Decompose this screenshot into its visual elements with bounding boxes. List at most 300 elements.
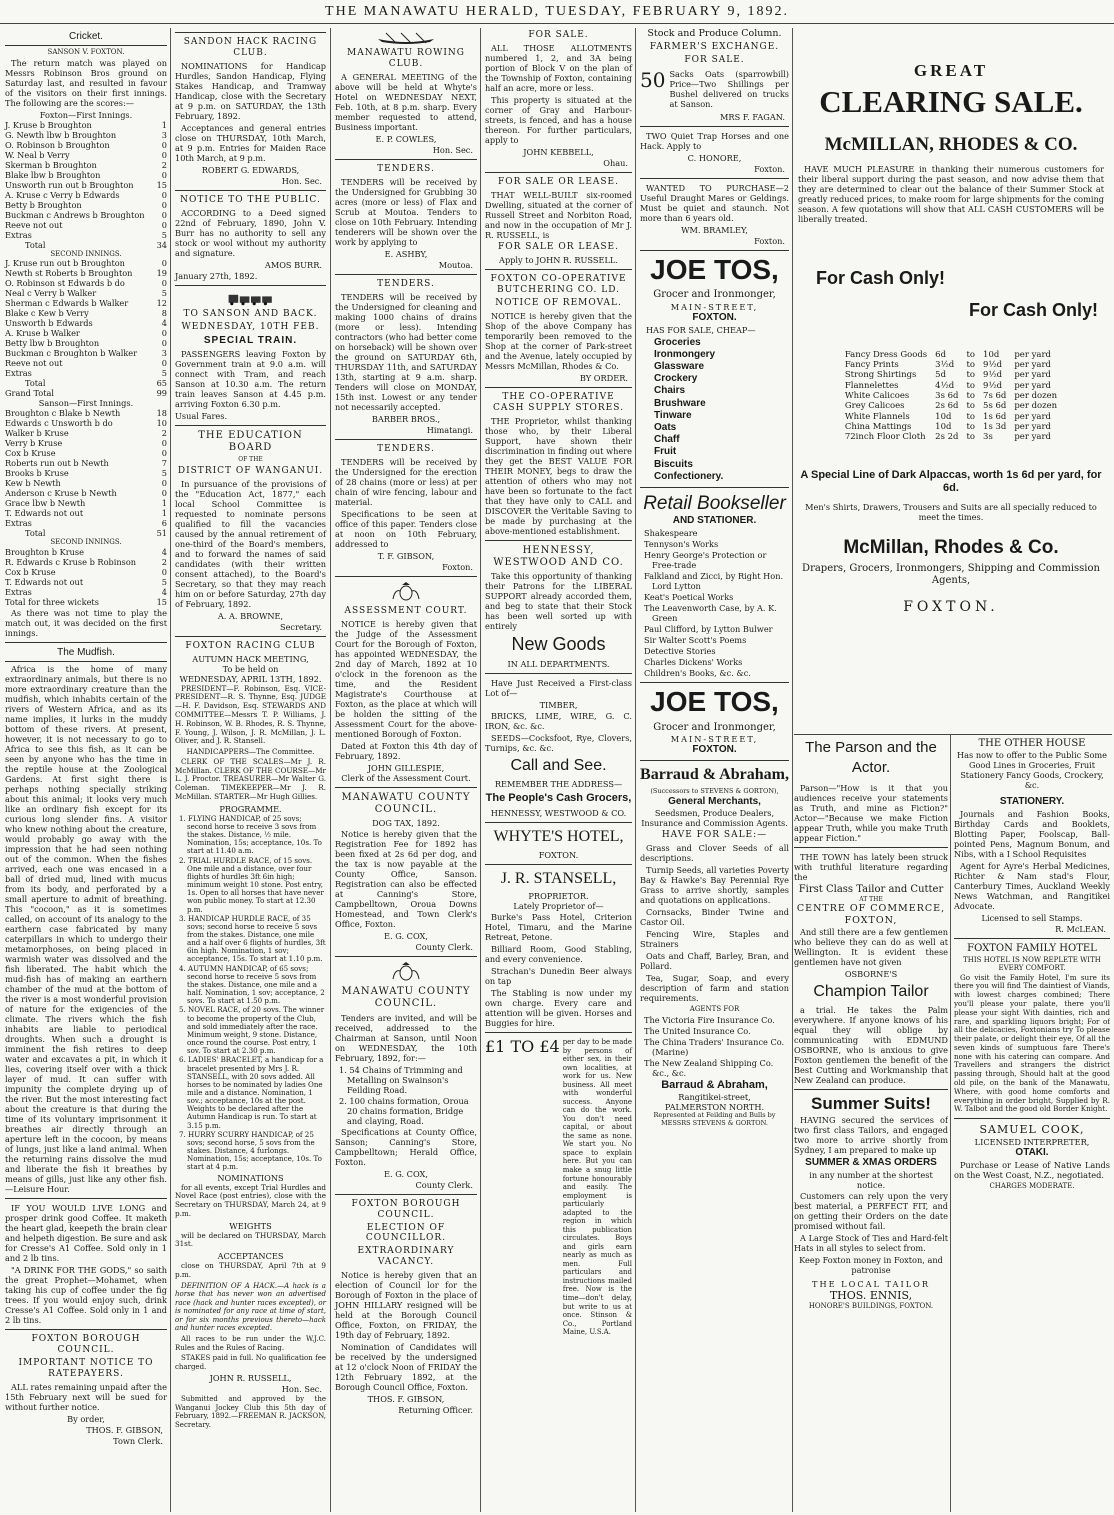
allotments-signature: JOHN KEBBELL, [523, 146, 594, 157]
score-row [5, 358, 167, 368]
price-cell: to [966, 432, 976, 443]
programme-item: 6. LADIES' BRACELET, a handicap for a bracelet presented by Mrs J. R. STANSELL, with 20 sovs added. All horses to be nominated by ladies One mile and a distance. Nomination, 1 sov.; acceptance, 10s at the post. Weights to be declared after the Autumn Handicap is run. To start at 3.15 p.m. [179, 1055, 324, 1130]
election-role: Returning Officer. [398, 1405, 473, 1416]
work-ad [485, 1037, 632, 1339]
gentlemen-text: And still there are a few gentlemen who believe they can do as well at Wellington. It is evident these gentlemen have not given [794, 927, 948, 968]
player-score: 0 [161, 478, 167, 489]
barraud-have-sale: HAVE FOR SALE:— [661, 830, 768, 841]
book-item: Paul Clifford, by Lytton Bulwer [644, 624, 773, 635]
price-cell: 7s 6d [983, 391, 1007, 402]
allotments-text: ALL THOSE ALLOTMENTS numbered 1, 2, and 3A being portion of Block V on the plan of the Township of Foxton, containing half an acre, more or less. [485, 42, 632, 93]
tenders-text: Specifications to be seen at office of this paper. Tenders close at noon on 10th February, addressed to [335, 508, 477, 549]
player-name: Newth st Roberts b Broughton [5, 268, 133, 279]
summer-suits: Summer Suits! [811, 1093, 931, 1113]
price-cell: Strong Shirtings [844, 370, 917, 381]
price-cell: to [966, 380, 976, 391]
score-row [5, 498, 167, 508]
price-cell: 1s 6d [983, 411, 1007, 422]
weights-text: will be declared on THURSDAY, March 31st. [175, 1230, 326, 1249]
score-row [5, 448, 167, 458]
innings-list [5, 120, 167, 240]
programme-item: 3. HANDICAP HURDLE RACE, of 35 sovs; second horse to receive 5 sovs from the stakes. Distance, one mile and a half over 6 flights of hurdles, 3ft 6in high. Nomination, 1 sov; acceptance, 15s. To start at 1.10 p.m. [179, 913, 326, 964]
player-score: 2 [161, 428, 167, 439]
player-score: 10 [156, 418, 167, 429]
barraud-oats: Oats and Chaff, Barley, Bran, and Pollard. [640, 951, 789, 972]
for-sale-title: FOR SALE. [528, 30, 589, 40]
rowing-role: Hon. Sec. [432, 144, 473, 155]
ennis-name: THOS. ENNIS, [829, 1288, 913, 1302]
sanson-back-title: TO SANSON AND BACK. [183, 308, 318, 319]
barraud-title: Barraud & Abraham, [640, 766, 789, 784]
price-cell: per yard [1014, 359, 1051, 370]
agent-item: The Victoria Fire Insurance Co. [644, 1014, 775, 1025]
education-signature: A. A. BROWNE, [217, 610, 284, 621]
score-row [5, 348, 167, 358]
assessment-text: NOTICE is hereby given that the Judge of the Assessment Court for the Borough of Foxton, has appointed WEDNESDAY, the 2nd day of March, 1892 at 10 o'clock in the forenoon as the time, and the Resident Magistrate's Courthouse at Foxton, as the place at which will be holden the sitting of the Assessment Court for the above-mentioned Borough of Foxton. [335, 618, 477, 739]
new-goods: New Goods [511, 634, 606, 655]
tenders-place: Himatangi. [426, 424, 473, 435]
oats-text: Sacks Oats (sparrowbill) Price—Two Shillings per Bushel delivered on trucks at Sanson. [669, 68, 789, 109]
price-cell: Fancy Prints [844, 359, 899, 370]
purchase-text: Purchase or Lease of Native Lands on the West Coast, N.Z., negotiated. [954, 1159, 1110, 1180]
removal-order: BY ORDER. [579, 372, 628, 383]
acceptances-text: close on THURSDAY, April 7th at 9 p.m. [175, 1261, 326, 1279]
player-name: A. Kruse c Verry b Edwards [5, 189, 120, 200]
innings-heading: SECOND INNINGS. [50, 249, 122, 258]
player-score: 0 [161, 438, 167, 449]
score-row [5, 418, 167, 428]
joe-tos-sale: HAS FOR SALE, CHEAP— [646, 324, 756, 335]
election-title: ELECTION OF COUNCILLOR. [365, 1222, 447, 1244]
column-2 [172, 28, 329, 1512]
divider [794, 847, 948, 848]
player-score: 0 [161, 139, 167, 150]
player-name: J. Kruse b Broughton [5, 119, 92, 130]
divider [640, 760, 789, 761]
borough-subtitle: IMPORTANT NOTICE TO RATEPAYERS. [18, 1357, 154, 1379]
divider [485, 269, 632, 270]
player-score: 0 [161, 199, 167, 210]
price-cell: 9½d [983, 370, 1003, 381]
racing-role: Hon. Sec. [281, 1384, 322, 1395]
column-3 [332, 28, 480, 1512]
other-house-text: Has now to offer to the Public Some Good Lines in Groceries, Fruit Stationery Fancy Goods, Crockery, &c. [957, 750, 1107, 791]
price-cell: Fancy Dress Goods [844, 349, 928, 360]
county-council-title: MANAWATU COUNTY COUNCIL. [341, 791, 471, 815]
price-cell: 3s 6d [935, 391, 959, 402]
clearing-sale-ad [794, 28, 1108, 733]
for-cash-only: For Cash Only! [816, 267, 946, 288]
shortest-notice: in any number at the shortest notice. [809, 1169, 933, 1190]
removal-text: NOTICE is hereby given that the Shop of the above Company has temporarily been removed to the Shop at the corner of Park-street and the Avenue, lately occupied by Messrs McMillan, Rhodes & Co. [485, 310, 632, 371]
nominations-text: for all events, except Trial Hurdles and Novel Race (post entries), close with the Secretary on THURSDAY, March 24, at 9 p.m. [175, 1182, 326, 1218]
price-cell: 2s 2d [935, 432, 959, 443]
player-score: 0 [161, 278, 167, 289]
divider [175, 425, 326, 426]
goods-item: Glassware [654, 361, 705, 373]
cricket-intro: The return match was played on Messrs Robinson Bros ground on Saturday last, and resulted in favour of the visitors on their first innings. The following are the scores:— [5, 57, 167, 108]
agent-item: The New Zealand Shipping Co. &c., &c. [644, 1057, 774, 1078]
score-row [5, 140, 167, 150]
borough-order: By order, [67, 1413, 105, 1424]
player-name: Blake c Kew b Verry [5, 308, 89, 319]
price-cell: 9½d [983, 359, 1003, 370]
remember-address: REMEMBER THE ADDRESS— [494, 778, 623, 789]
programme-list [175, 815, 326, 1172]
column-4 [482, 28, 635, 1512]
price-row [841, 381, 1061, 391]
agent-item: The United Insurance Co. [644, 1025, 751, 1036]
oats-quantity: 50 [640, 67, 666, 92]
player-score: 5 [161, 576, 167, 587]
player-name: G. Newth lbw b Broughton [5, 129, 117, 140]
price-row [841, 350, 1061, 360]
score-row [5, 508, 167, 518]
racing-handicappers: HANDICAPPERS—The Committee. [186, 747, 315, 757]
borough-role: Town Clerk. [113, 1435, 163, 1446]
column-rule [792, 28, 793, 1512]
innings-list [5, 547, 167, 597]
player-name: O. Robinson st Edwards b do [5, 278, 125, 289]
score-row [5, 298, 167, 308]
hennessy-title: HENNESSY, WESTWOOD AND CO. [493, 544, 624, 568]
goods-item: Chaff [654, 434, 680, 446]
hack-definition: DEFINITION OF A HACK.—A hack is a horse that has never won an advertised race (hack and hunter races excepted), or is nominated for any race at time of start, or for six months previous thereto—hack and hunter races excepted. [175, 1281, 326, 1333]
divider [485, 864, 632, 865]
divider [5, 642, 167, 643]
mens-line: Men's Shirts, Drawers, Trousers and Suits are all specially reduced to meet the times. [805, 501, 1097, 522]
book-item: Tennyson's Works [644, 539, 719, 550]
vacancy-title: EXTRAORDINARY VACANCY. [357, 1246, 455, 1268]
player-score: 8 [161, 308, 167, 319]
price-cell: 1s 3d [983, 422, 1007, 433]
for-cash-only: For Cash Only! [968, 299, 1098, 320]
coffee-ad: IF YOU WOULD LIVE LONG and prosper drink good Coffee. It maketh the heart glad, keepeth the brain clear and helpeth digestion. Be sure and ask for Cresse's A1 Coffee. Sold only in 1 and 2 lb tins. [5, 1202, 167, 1263]
player-name: J. Kruse run out b Broughton [5, 258, 125, 269]
player-score: 0 [161, 488, 167, 499]
programme-title: PROGRAMME. [219, 803, 282, 814]
barraud-successors: (Successors to STEVENS & GORTON), [650, 786, 779, 795]
customers-text: Customers can rely upon the very best material, a PERFECT FIT, and on getting their Orders on the date promised without fail. [794, 1190, 948, 1231]
tenders-text: TENDERS will be received by the Undersigned for cleaning and making 1000 chains of drains (more or less). Intending contractors (who had better come on horseback) will be shown over the ground on SATURDAY 6th, THURSDAY 11th, and SATURDAY 13th, starting at 9 a.m. sharp. Tenders will close on MONDAY, 15th inst. Lowest or any tender not necessarily accepted. [335, 291, 477, 412]
player-score: 1 [161, 498, 167, 509]
player-score: 1 [161, 119, 167, 130]
innings-list [5, 408, 167, 528]
player-name: A. Kruse b Walker [5, 328, 80, 339]
price-table [841, 350, 1061, 443]
barraud-grass: Grass and Clover Seeds of all descriptions. [640, 843, 789, 864]
player-name: W. Neal b Verry [5, 149, 70, 160]
player-score: 4 [161, 586, 167, 597]
player-score: 5 [161, 368, 167, 379]
rowing-title: MANAWATU ROWING CLUB. [346, 48, 465, 69]
column-6b [954, 738, 1110, 1508]
family-hotel-text: Go visit the Family Hotel, I'm sure its there you will find The daintiest of Viands, with lowest charges combined; There you'll please your palate, there you'll please your sight With dainties, rich and rare, and sparkling liquors bright; For of all the delicacies, Foxtonians try To please their palate, or delight their eye, Of all the seven kinds of sumptuous fare There's none with his catering can compare. And Travellers and strangers the district passing through, Should halt at the good old pile, on the bank of the Manawatu, Where, with good home comforts and everything in order bright, Supplied by R. W. Talbot and the good old Border Knight. [954, 972, 1110, 1114]
player-score: 0 [161, 328, 167, 339]
price-row [841, 370, 1061, 380]
clearing-title: CLEARING SALE. [819, 83, 1083, 119]
player-name: Cox b Kruse [5, 448, 56, 459]
horses-place: Foxton. [754, 163, 785, 174]
player-name: Betty b Broughton [5, 199, 82, 210]
mcmillan-trades: Drapers, Grocers, Ironmongers, Shipping and Commission Agents, [802, 562, 1100, 586]
divider [485, 172, 632, 173]
tenders-signature: T. F. GIBSON, [377, 550, 435, 561]
divider [640, 250, 789, 251]
innings-total: Total 51 [25, 528, 167, 539]
call-and-see: Call and See. [510, 757, 607, 775]
programme-item: 7. HURRY SCURRY HANDICAP, of 25 sovs; second horse, 5 sovs from the stakes. Distance, 4 furlongs. Nomination, 15s; acceptance, 10s. To start at 4 p.m. [179, 1129, 322, 1172]
barraud-cornsacks: Cornsacks, Binder Twine and Castor Oil. [640, 907, 789, 928]
player-score: 12 [156, 298, 167, 309]
mudfish-article: Africa is the home of many extraordinary animals, but there is no more extraordinary creature than the mudfish, which inhabits certain of the rivers of Western Africa, and as its name implies, it lurks in the muddy bottom of these rivers. At present, however, it is not necessary to go to Africa to see this fish, as it can be seen by anyone who has the time in the reptile house at the Zoological Gardens. At first sight there is perhaps nothing specially striking about this animal; it looks very much like an ordinary fish except for its curious long slender fins. A visitor who knew nothing about the creature, would probably go away with the impression that he had seen nothing out of the common. When the fishes arrived, each one was encased in a ball of dried mud, lined with mucus from its body, and perforated by a small aperture to admit of breathing. This "cocoon," as it is sometimes called, on account of its analogy to the earthern case fabricated by many caterpillars in which to undergo their metamorphoses, on being placed in warmish water was dissolved and the fish liberated. The habit which the mud-fish has of making an earthern chamber of the mud at the bottom of the river is a most wonderful provision of nature for the exigencies of the climate. The rivers which the fish inhabits are liable to periodical droughts. When such a drought is imminent the fish retires to deep water and excavates a pit, in which it lies, covering itself over with a thick layer of mud. It can suffer with impunity the complete drying up of the river. But the most interesting fact about the creature is that during the time of its voluntary imprisonment it breathes air directly through an aperture left in the cocoon, by means of lungs, just like a land animal. When the returning rains dissolve the mud and liberate the fish it breathes by means of gills, just like any other fish.—Leisure Hour. [5, 663, 167, 1194]
goods-item: Ironmongery [654, 348, 716, 360]
divider [794, 1089, 948, 1090]
racing-date: WEDNESDAY, APRIL 13TH, 1892. [179, 673, 322, 684]
town-text: THE TOWN has lately been struck with truthful literature regarding the [794, 851, 948, 882]
tenders-text: TENDERS will be received by the Undersigned for Grubbing 30 acres (more or less) of Flax and Scrub at Moutoa. Tenders to close on 10th February. Intending tenderers will be shown over the work by applying to [335, 176, 477, 247]
barraud-insurance: Insurance and Commission Agents. [641, 818, 788, 829]
score-row [5, 160, 167, 170]
price-cell: 3½d [935, 359, 955, 370]
player-name: Brooks b Kruse [5, 468, 69, 479]
score-row [5, 278, 167, 288]
score-row [5, 210, 167, 220]
player-name: Extras [5, 518, 32, 529]
score-row [5, 288, 167, 298]
player-score: 5 [161, 468, 167, 479]
election-text: Nomination of Candidates will be received by the undersigned at 12 o'clock Noon of FRIDAY the 12th February 1892, at the Borough Council Office, Foxton. [335, 1342, 477, 1393]
wanted-place: Foxton. [754, 235, 785, 246]
score-row [5, 368, 167, 378]
family-hotel-replete: THIS HOTEL IS NOW REPLETE WITH EVERY COMFORT. [963, 955, 1101, 973]
price-cell: to [966, 411, 976, 422]
borough-signature: THOS. F. GIBSON, [86, 1424, 163, 1435]
tenders-text: TENDERS will be received by the Undersigned for the erection of 28 chains (more or less) at per chain of wire fencing, labour and material. [335, 456, 477, 507]
other-house-title: THE OTHER HOUSE [978, 738, 1086, 749]
goods-item: Chairs [654, 385, 686, 397]
samuel-cook: SAMUEL COOK, [979, 1123, 1085, 1137]
player-name: Neal c Verry b Walker [5, 288, 97, 299]
book-item: Henry George's Protection or Free-trade [644, 550, 767, 571]
price-row [841, 391, 1061, 401]
score-row [5, 170, 167, 180]
score-row [5, 488, 167, 498]
player-score: 2 [161, 556, 167, 567]
price-cell: Flannelettes [844, 380, 899, 391]
great-title: GREAT [913, 61, 989, 80]
wanted-signature: WM. BRAMLEY, [681, 224, 748, 235]
player-name: Unsworth run out b Broughton [5, 179, 134, 190]
player-score: 3 [161, 129, 167, 140]
divider [954, 1118, 1110, 1119]
price-cell: per yard [1014, 380, 1051, 391]
divider [335, 274, 477, 275]
masthead: THE MANAWATU HERALD, TUESDAY, FEBRUARY 9, 1892. [0, 0, 1114, 24]
assessment-title: ASSESSMENT COURT. [344, 605, 468, 616]
score-row [5, 458, 167, 468]
player-name: Extras [5, 368, 32, 379]
goods-item: Oats [654, 422, 677, 433]
price-cell: White Calicoes [844, 391, 910, 402]
stamps-text: Licensed to sell Stamps. [981, 913, 1083, 924]
goods-item: Tinware [654, 409, 692, 421]
divider [640, 487, 789, 488]
price-cell: per yard [1014, 411, 1051, 422]
stansell-name: J. R. STANSELL, [500, 869, 617, 887]
programme-item: 1. FLYING HANDICAP, of 25 sovs; second horse to receive 3 sovs from the stakes. Distance, ½ mile. Nomination, 15s; acceptance, 10s. To start at 11.40 a.m. [179, 813, 322, 856]
score-row [5, 438, 167, 448]
barraud-tea: Tea, Sugar, Soap, and every description of farm and station requirements. [640, 973, 789, 1004]
royal-crest-icon [389, 961, 423, 983]
sanson-back-day: WEDNESDAY, 10TH FEB. [181, 321, 320, 332]
score-row [5, 408, 167, 418]
tender-item: 2. 100 chains formation, Oroua 20 chains formation, Bridge and claying, Road. [339, 1095, 469, 1126]
divider [485, 387, 632, 388]
player-score: 18 [156, 408, 167, 419]
county-tender-signature: E. G. COX, [384, 1168, 428, 1179]
sandon-role: Hon. Sec. [281, 175, 322, 186]
barraud-general: General Merchants, [668, 795, 761, 807]
goods-item: Groceries [654, 336, 701, 348]
player-score: 1 [161, 508, 167, 519]
goods-item: Biscuits [654, 458, 693, 470]
dog-tax-signature: E. G. COX, [384, 931, 428, 942]
book-item: Charles Dickens' Works [644, 657, 743, 668]
racing-held: To be held on [222, 663, 279, 674]
price-cell: to [966, 422, 976, 433]
allotments-text: This property is situated at the corner of Gray and Harbour-streets, is fenced, and has a house thereon. For further particulars, apply to [485, 94, 632, 145]
nominations-heading: NOMINATIONS [217, 1172, 284, 1183]
champion-tailor: Champion Tailor [813, 983, 929, 1001]
oats-ad [640, 68, 789, 111]
price-cell: 5d [935, 370, 947, 381]
divider [175, 636, 326, 637]
timber: TIMBER, [539, 700, 578, 711]
coffee-ad: "A DRINK FOR THE GODS," so saith the great Prophet—Mohamet, when taking his cup of coffee under the fig trees. If you would enjoy such, drink Cresse's A1 Coffee. Sold only in 1 and 2 lb tins. [5, 1264, 167, 1325]
divider [335, 787, 477, 788]
price-cell: to [966, 349, 976, 360]
butchering-title: FOXTON CO-OPERATIVE BUTCHERING CO. LD. [490, 273, 627, 295]
tenders-place: Moutoa. [438, 259, 473, 270]
tender-item: 1. 54 Chains of Trimming and Metalling on Swainson's Feilding Road. [339, 1064, 463, 1095]
billiard-text: Billiard Room, Good Stabling, and every convenience. [485, 944, 632, 965]
joe-tos-town: FOXTON. [692, 744, 737, 756]
score-row [5, 328, 167, 338]
foxton-label: FOXTON. [903, 598, 999, 615]
special-train-title: SPECIAL TRAIN. [203, 334, 298, 346]
joe-tos-title: JOE TOS, [650, 686, 779, 718]
centre-of-commerce: CENTRE OF COMMERCE, FOXTON, [796, 903, 946, 926]
score-row [5, 230, 167, 240]
price-cell: 10d [983, 349, 1000, 360]
tenders-title: TENDERS. [377, 443, 435, 454]
tenders-place: Foxton. [442, 561, 473, 572]
programme-item: 2. TRIAL HURDLE RACE, of 15 sovs. One mile and a distance, over four flights of hurdles 3ft 6in high; minimum weight 10 stone. Post entry, 1s. Open to all horses that have never won public money. To start at 12.30 p.m. [179, 855, 324, 914]
player-name: Buckman c Andrews b Broughton [5, 209, 145, 220]
price-cell: 2s 6d [935, 401, 959, 412]
at-the: AT THE [859, 895, 883, 903]
dog-tax-text: Notice is hereby given that the Registration Fee for 1892 has been fixed at 2s 6d per dog, and the tax is now payable at the County Office, Sanson. Registration can also be effected at Canning's Store, Campbelltown, Oroua Downs Homestead, and Town Clerk's Office, Foxton. [335, 829, 477, 930]
county-tender-role: County Clerk. [415, 1179, 473, 1190]
sandon-text: NOMINATIONS for Handicap Hurdles, Sandon Handicap, Flying Stakes Handicap, and Tramway Handicap, close with the Secretary at 9 p.m. on SATURDAY, the 13th February, 1892. [175, 60, 326, 121]
tenders-signature: E. ASHBY, [384, 248, 428, 259]
agent-item: The China Traders' Insurance Co. (Marine) [644, 1036, 785, 1057]
price-cell: 10d [935, 422, 952, 433]
column-rule [330, 28, 331, 1512]
player-score: 0 [161, 219, 167, 230]
dog-tax-role: County Clerk. [415, 942, 473, 953]
player-score: 5 [161, 229, 167, 240]
book-item: Sir Walter Scott's Poems [644, 635, 747, 646]
removal-title: NOTICE OF REMOVAL. [495, 297, 622, 308]
apply-russell: Apply to JOHN R. RUSSELL. [499, 254, 618, 265]
innings-heading: Sanson—First Innings. [38, 398, 134, 409]
racing-meeting: AUTUMN HACK MEETING, [192, 653, 309, 664]
stationery-text: Journals and Fashion Books, Birthday Cards and Booklets, Blotting Paper, Foolscap, Ball-pointed Pens, Magnum Bonum, and Nibs, with a I School Requisites [954, 809, 1110, 860]
mcmillan-text: HAVE MUCH PLEASURE in thanking their numerous customers for their liberal support during the past season, and now advise them that they are determined to clear out the balance of their Summer Stock at greatly reduced prices, to make room for large shipments for the coming season. A few quotations will show that ALL CASH CUSTOMERS will be liberally treated. [798, 163, 1104, 224]
player-name: T. Edwards not out [5, 508, 84, 519]
tenders-title: TENDERS. [377, 278, 435, 289]
price-cell: 5s 6d [983, 401, 1007, 412]
whytes-hotel: WHYTE'S HOTEL, [493, 828, 624, 845]
summer-text: HAVING secured the services of two first class Tailors, and engaged two more to arrive shortly from Sydney, I am prepared to make up [794, 1115, 948, 1156]
score-row [5, 518, 167, 528]
county-tender-list [335, 1065, 477, 1126]
player-name: O. Robinson b Broughton [5, 139, 110, 150]
joe-tos-street: MAIN-STREET, [670, 301, 759, 312]
player-name: T. Edwards not out [5, 576, 84, 587]
score-row [5, 268, 167, 278]
price-cell: per dozen [1014, 401, 1058, 412]
divider [175, 32, 326, 33]
score-row [5, 478, 167, 488]
price-cell: per yard [1014, 370, 1051, 381]
player-score: 5 [161, 288, 167, 299]
divider [794, 734, 1112, 735]
work-ad-text: per day to be made by persons of either sex, in their own localities, at work for us. New business. All meet with wonderful success. Anyone can do the work. You don't need capital, or about the same as none. We start you. No space to explain here. But you can make a snug little fortune honourably and easily. The employment is particularly adapted to the region in which this publication circulates. Boys and girls earn nearly as much as men. Full particulars and instructions mailed free. Now is the time—don't delay, but write to us at once. Stinson & Co., Portland Maine, U.S.A. [562, 1038, 632, 1337]
divider [485, 1032, 632, 1033]
alpacas-line: A Special Line of Dark Alpaccas, worth 1s 6d per yard, for 6d. [800, 468, 1102, 495]
cricket-subtitle: SANSON V. FOXTON. [47, 48, 125, 57]
county-tender-text: Tenders are invited, and will be received, addressed to the Chairman at Sanson, until Noon on WEDNESDAY, the 10th February, 1892, for:— [335, 1012, 477, 1063]
player-score: 0 [161, 258, 167, 269]
public-notice-text: ACCORDING to a Deed signed 22nd of February, 1890, John V. Burr has no authority to sell any stock or wool without my authority and signature. [175, 207, 326, 258]
player-name: Buckman c Broughton b Walker [5, 348, 138, 359]
divider [335, 159, 477, 160]
innings-heading: Foxton—First Innings. [39, 109, 133, 120]
innings-total: Total 34 [25, 239, 167, 250]
osborne-label: OSBORNE'S [844, 969, 898, 980]
horses-signature: C. HONORE, [687, 152, 742, 163]
interpreter-title: LICENSED INTERPRETER, [974, 1136, 1090, 1147]
racing-signature: JOHN R. RUSSELL, [209, 1373, 292, 1384]
whytes-place: FOXTON. [538, 849, 579, 860]
county-council-title: MANAWATU COUNTY COUNCIL. [341, 986, 471, 1010]
price-cell: Grey Calicoes [844, 401, 905, 412]
hennessy-text: Take this opportunity of thanking their Patrons for the LIBERAL SUPPORT already accorded them, and beg to state that their Stock has been well sorted up with entirely [485, 571, 632, 632]
seeds: SEEDS—Cocksfoot, Rye, Clovers, Turnips, &c. &c. [485, 733, 632, 754]
rowing-text: A GENERAL MEETING of the above will be held at Whyte's Hotel on WEDNESDAY NEXT, Feb. 10th, at 8 p.m. sharp. Every member requested to attend, Business important. [335, 71, 477, 132]
sandon-text: Acceptances and general entries close on THURSDAY, 10th March, at 9 p.m. Entries for Maiden Race 10th March, at 9 p.m. [175, 122, 326, 163]
retail-bookseller: Retail Bookseller [643, 492, 786, 514]
player-score: 4 [161, 318, 167, 329]
book-item: The Leavenworth Case, by A. K. Green [644, 603, 777, 624]
education-role: Secretary. [279, 621, 322, 632]
sandon-title: SANDON HACK RACING CLUB. [183, 37, 318, 58]
player-name: Unsworth b Edwards [5, 318, 93, 329]
divider [335, 576, 477, 577]
